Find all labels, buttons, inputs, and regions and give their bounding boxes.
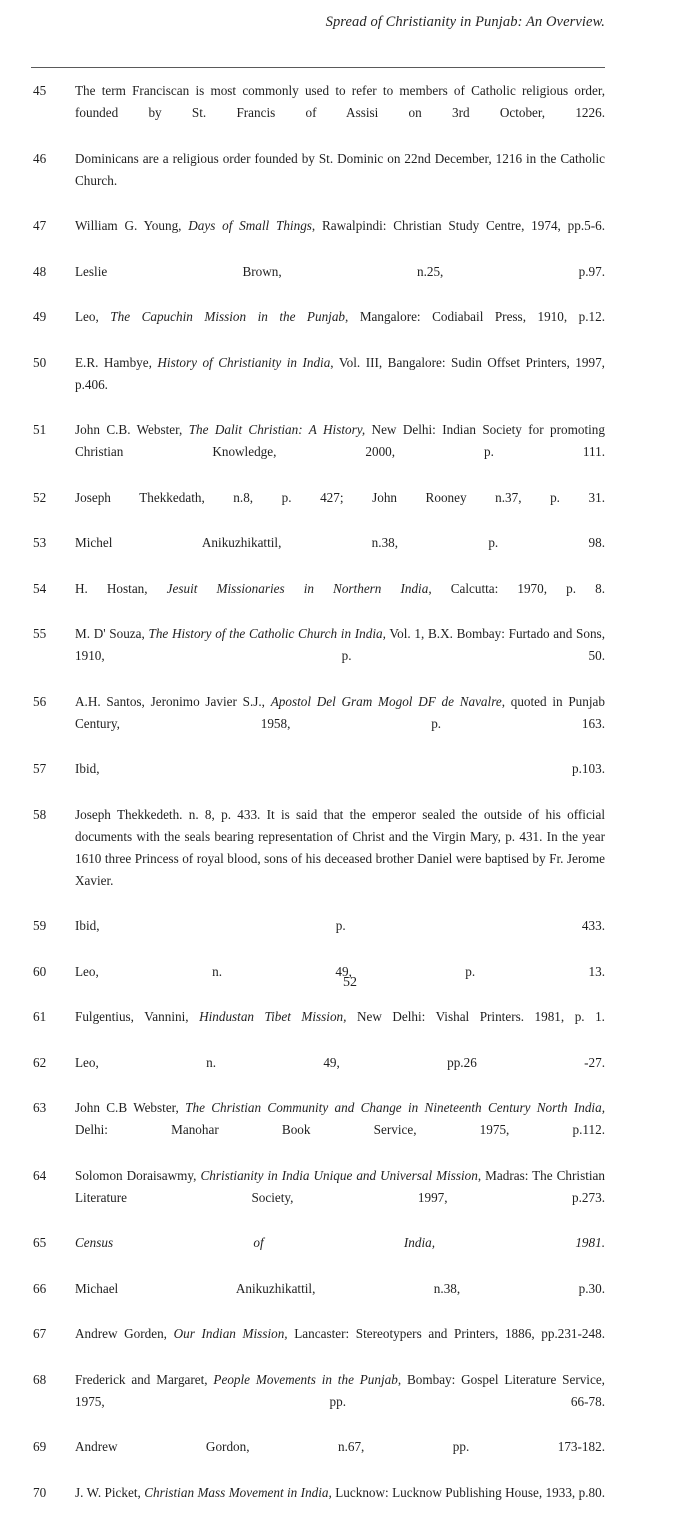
endnote-text: Joseph Thekkedeth. n. 8, p. 433. It is said that the emperor sealed the outside of his official documents with the seals bearing representation of Christ and the Virgin Mary, p. 431. In the year 1610 three Princess of royal blood, sons of his deceased brother Daniel were baptised by Fr. Jerome Xavier. bbox=[75, 806, 605, 888]
endnote-item bbox=[31, 1436, 605, 1480]
running-header: Spread of Christianity in Punjab: An Overview. bbox=[325, 14, 605, 30]
endnote-text: The term Franciscan is most commonly used to refer to members of Catholic religious order, founded by St. Francis of Assisi on 3rd October, 1226. bbox=[75, 83, 605, 120]
endnote-item bbox=[31, 419, 605, 485]
italic-title: The Dalit Christian: A History, bbox=[188, 422, 366, 437]
endnote-number: 70 bbox=[33, 1484, 47, 1500]
endnote-item bbox=[31, 1232, 605, 1276]
endnote-number: 48 bbox=[33, 263, 47, 279]
endnote-item bbox=[31, 1482, 605, 1526]
endnote-number: 45 bbox=[33, 83, 47, 98]
endnotes-list bbox=[31, 80, 605, 1527]
italic-title: Hindustan Tibet Mission, bbox=[199, 1009, 347, 1024]
endnote-number: 69 bbox=[33, 1439, 47, 1454]
endnote-number: 55 bbox=[33, 626, 47, 641]
endnote-text bbox=[75, 1232, 605, 1276]
endnote-item bbox=[31, 1323, 605, 1367]
endnote-item bbox=[31, 352, 605, 418]
endnote-text: Michel Anikuzhikattil, n.38, p. 98. bbox=[75, 535, 605, 550]
endnote-text: John C.B. Webster, The Dalit Christian: A History, New Delhi: Indian Society for promoting Christian Knowledge, 2000, p. 111. bbox=[75, 422, 605, 459]
endnote-text: A.H. Santos, Jeronimo Javier S.J., Apostol Del Gram Mogol DF de Navalre, quoted in Punjab Century, 1958, p. 163. bbox=[75, 693, 605, 731]
endnote-text: Leo, n. 49, p. 13. bbox=[75, 963, 605, 979]
endnote-item bbox=[31, 1052, 605, 1096]
endnote-item bbox=[31, 80, 605, 146]
endnote-text: M. D' Souza, The History of the Catholic Church in India, Vol. 1, B.X. Bombay: Furtado and Sons, 1910, p. 50. bbox=[75, 626, 605, 663]
endnote-number: 54 bbox=[33, 580, 47, 596]
endnote-text: Andrew Gorden, Our Indian Mission, Lancaster: Stereotypers and Printers, 1886, pp.231-248. bbox=[75, 1326, 605, 1341]
italic-title: Census of India, 1981. bbox=[75, 1235, 605, 1250]
endnote-number: 56 bbox=[33, 693, 47, 709]
endnote-text: Leslie Brown, n.25, p.97. bbox=[75, 263, 605, 279]
italic-title: The Capuchin Mission in the Punjab bbox=[110, 309, 346, 324]
endnote-item bbox=[31, 1097, 605, 1163]
endnote-number: 47 bbox=[33, 218, 47, 233]
endnote-number: 60 bbox=[33, 963, 47, 979]
italic-title: The History of the Catholic Church in India, bbox=[148, 626, 386, 641]
endnote-text: Ibid, p.103. bbox=[75, 761, 605, 776]
italic-title: Christian Mass Movement in India, bbox=[144, 1484, 332, 1500]
endnote-number: 62 bbox=[33, 1054, 47, 1070]
endnote-number: 66 bbox=[33, 1280, 47, 1296]
endnote-item bbox=[31, 758, 605, 802]
endnote-item bbox=[31, 578, 605, 622]
endnote-item bbox=[31, 215, 605, 259]
endnote-text: Leo, The Capuchin Mission in the Punjab, Mangalore: Codiabail Press, 1910, p.12. bbox=[75, 309, 606, 324]
endnote-text: William G. Young, Days of Small Things, Rawalpindi: Christian Study Centre, 1974, pp.5-6. bbox=[75, 218, 606, 233]
endnote-item bbox=[31, 691, 605, 757]
endnote-text: Leo, n. 49, pp.26 -27. bbox=[75, 1054, 605, 1070]
endnote-number: 53 bbox=[33, 535, 47, 550]
endnote-number: 59 bbox=[33, 918, 47, 933]
endnote-text: H. Hostan, Jesuit Missionaries in Northern India, Calcutta: 1970, p. 8. bbox=[75, 580, 605, 596]
italic-title: Jesuit Missionaries in Northern India bbox=[166, 580, 429, 596]
italic-title: The Christian Community and Change in Nineteenth Century North India, bbox=[185, 1100, 605, 1115]
endnote-text: Ibid, p. 433. bbox=[75, 918, 605, 933]
italic-title: People Movements in the Punjab bbox=[213, 1371, 398, 1387]
endnote-number: 68 bbox=[33, 1371, 47, 1387]
page-number: 52 bbox=[343, 975, 357, 990]
endnote-item bbox=[31, 487, 605, 531]
italic-title: Our Indian Mission, bbox=[173, 1326, 288, 1341]
endnote-text: Joseph Thekkedath, n.8, p. 427; John Rooney n.37, p. 31. bbox=[75, 489, 605, 505]
endnote-item bbox=[31, 1278, 605, 1322]
italic-title: History of Christianity in India bbox=[157, 354, 331, 370]
endnote-number: 65 bbox=[33, 1235, 47, 1250]
endnote-item bbox=[31, 532, 605, 576]
endnote-number: 67 bbox=[33, 1326, 47, 1341]
endnote-text: E.R. Hambye, History of Christianity in India, Vol. III, Bangalore: Sudin Offset Printers, 1997, p.406. bbox=[75, 354, 605, 392]
endnote-text: John C.B Webster, The Christian Community and Change in Nineteenth Century North India, Delhi: Manohar Book Service, 1975, p.112. bbox=[75, 1100, 605, 1137]
endnote-text: Andrew Gordon, n.67, pp. 173-182. bbox=[75, 1439, 605, 1454]
italic-title: Days of Small Things bbox=[188, 218, 312, 233]
endnote-text: Solomon Doraisawmy, Christianity in India Unique and Universal Mission, Madras: The Christian Literature Society, 1997, p.273. bbox=[75, 1167, 605, 1205]
endnote-number: 64 bbox=[33, 1167, 47, 1183]
italic-title: Christianity in India Unique and Universal Mission bbox=[200, 1167, 478, 1183]
endnote-item bbox=[31, 915, 605, 959]
endnote-item bbox=[31, 1006, 605, 1050]
endnote-item bbox=[31, 261, 605, 305]
endnote-number: 52 bbox=[33, 489, 47, 505]
endnote-number: 63 bbox=[33, 1100, 47, 1115]
endnote-number: 51 bbox=[33, 422, 47, 437]
endnote-number: 58 bbox=[33, 806, 47, 822]
endnote-number: 61 bbox=[33, 1009, 47, 1024]
endnote-item bbox=[31, 306, 605, 350]
endnote-text: Dominicans are a religious order founded by St. Dominic on 22nd December, 1216 in the Catholic Church. bbox=[75, 150, 605, 188]
endnote-text: Frederick and Margaret, People Movements in the Punjab, Bombay: Gospel Literature Service, 1975, pp. 66-78. bbox=[75, 1371, 605, 1409]
endnote-text: Fulgentius, Vannini, Hindustan Tibet Mission, New Delhi: Vishal Printers. 1981, p. 1. bbox=[75, 1009, 605, 1024]
endnote-item bbox=[31, 148, 605, 214]
endnote-text: J. W. Picket, Christian Mass Movement in India, Lucknow: Lucknow Publishing House, 1933, p.80. bbox=[75, 1484, 605, 1500]
endnote-item bbox=[31, 1165, 605, 1231]
endnote-number: 50 bbox=[33, 354, 47, 370]
endnote-item bbox=[31, 623, 605, 689]
endnote-number: 46 bbox=[33, 150, 47, 166]
endnote-item bbox=[31, 804, 605, 914]
endnote-number: 57 bbox=[33, 761, 47, 776]
endnote-item bbox=[31, 1369, 605, 1435]
endnote-number: 49 bbox=[33, 309, 47, 324]
italic-title: Apostol Del Gram Mogol DF de Navalre bbox=[270, 693, 502, 709]
endnote-text: Michael Anikuzhikattil, n.38, p.30. bbox=[75, 1280, 605, 1296]
header-divider bbox=[31, 67, 605, 68]
